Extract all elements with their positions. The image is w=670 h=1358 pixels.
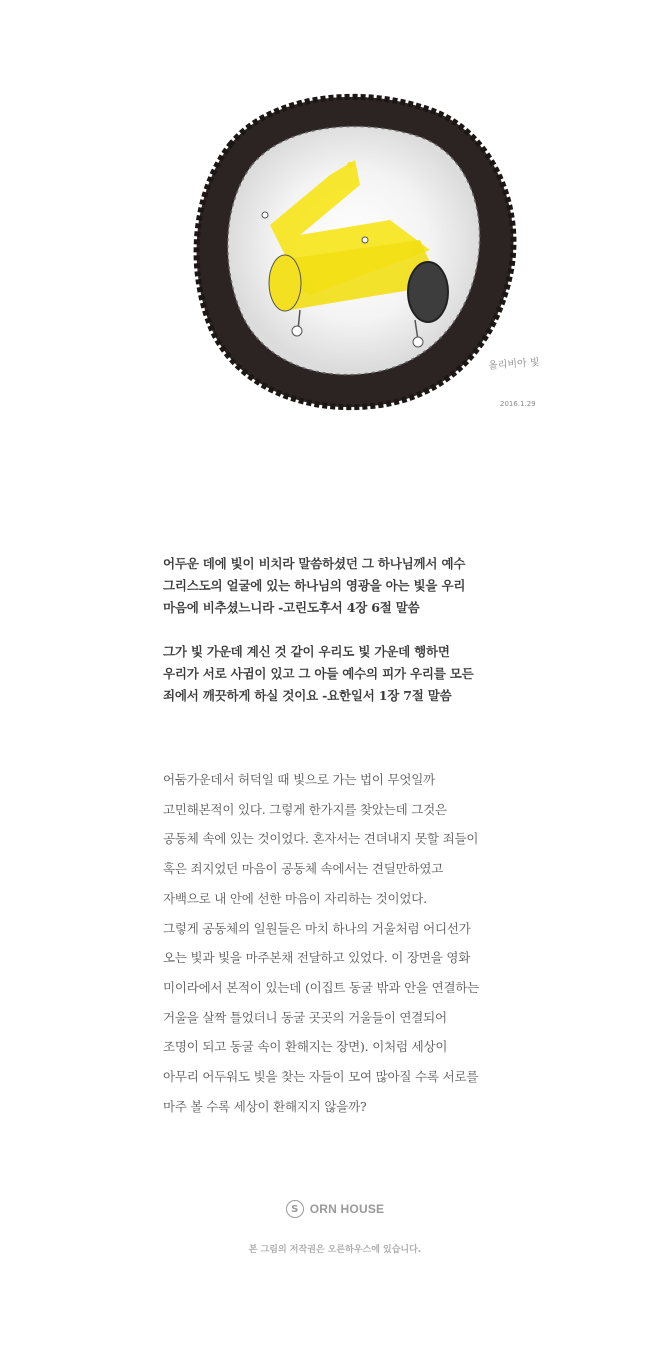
- bible-verses: [163, 553, 523, 729]
- essay-line: 오는 빛과 빛을 마주본채 전달하고 있었다. 이 장면을 영화: [163, 950, 471, 966]
- artwork-illustration: [190, 85, 520, 415]
- artwork-svg: [190, 85, 520, 415]
- essay-line: 어둠가운데서 허덕일 때 빛으로 가는 법이 무엇일까: [163, 772, 436, 787]
- verse-line: 죄에서 깨끗하게 하실 것이요 -요한일서 1장 7절 말씀: [163, 688, 452, 703]
- verse-block: [163, 641, 523, 707]
- essay-line: 고민해본적이 있다. 그렇게 한가지를 찾았는데 그것은: [163, 801, 447, 817]
- copyright-notice: 본 그림의 저작권은 오른하우스에 있습니다.: [248, 1245, 422, 1255]
- artwork-signature: 올리비아 빛: [487, 357, 540, 372]
- verse-line: 마음에 비추셨느니라 -고린도후서 4장 6절 말씀: [163, 600, 420, 615]
- essay-line: 그렇게 공동체의 일원들은 마치 하나의 거울처럼 어디선가: [163, 920, 471, 936]
- essay-line: 공동체 속에 있는 것이었다. 혼자서는 견뎌내지 못할 죄들이: [163, 831, 479, 847]
- essay-text: [163, 765, 523, 1121]
- essay-line: 아무리 어두워도 빛을 찾는 자들이 모여 많아질 수록 서로를: [163, 1069, 479, 1085]
- essay-line: 거울을 살짝 틀었더니 동굴 곳곳의 거울들이 연결되어: [163, 1009, 447, 1025]
- cylinder-left-end: [269, 255, 301, 311]
- essay-line: 조명이 되고 동굴 속이 환해지는 장면). 이처럼 세상이: [163, 1039, 448, 1055]
- verse-block: [163, 553, 523, 619]
- essay-line: 마주 볼 수록 세상이 환해지지 않을까?: [163, 1098, 367, 1114]
- verse-line: 우리가 서로 사귐이 있고 그 아들 예수의 피가 우리를 모든: [163, 666, 474, 681]
- brand-logo: [0, 1200, 670, 1218]
- orn-logo-icon: S: [286, 1200, 304, 1218]
- verse-line: 그가 빛 가운데 계신 것 같이 우리도 빛 가운데 행하면: [163, 644, 450, 659]
- logo-text: ORN HOUSE: [309, 1202, 385, 1216]
- essay-line: 혹은 죄지었던 마음이 공동체 속에서는 견딜만하였고: [163, 861, 444, 877]
- lamp-lens: [408, 262, 448, 322]
- essay-line: 미이라에서 본적이 있는데 (이집트 동굴 밖과 안을 연결하는: [163, 979, 480, 995]
- verse-line: 그리스도의 얼굴에 있는 하나님의 영광을 아는 빛을 우리: [163, 578, 466, 593]
- artwork-date: 2016.1.29: [500, 400, 536, 408]
- essay-line: 자백으로 내 안에 선한 마음이 자리하는 것이었다.: [163, 890, 427, 906]
- verse-line: 어두운 데에 빛이 비치라 말씀하셨던 그 하나님께서 예수: [163, 556, 466, 571]
